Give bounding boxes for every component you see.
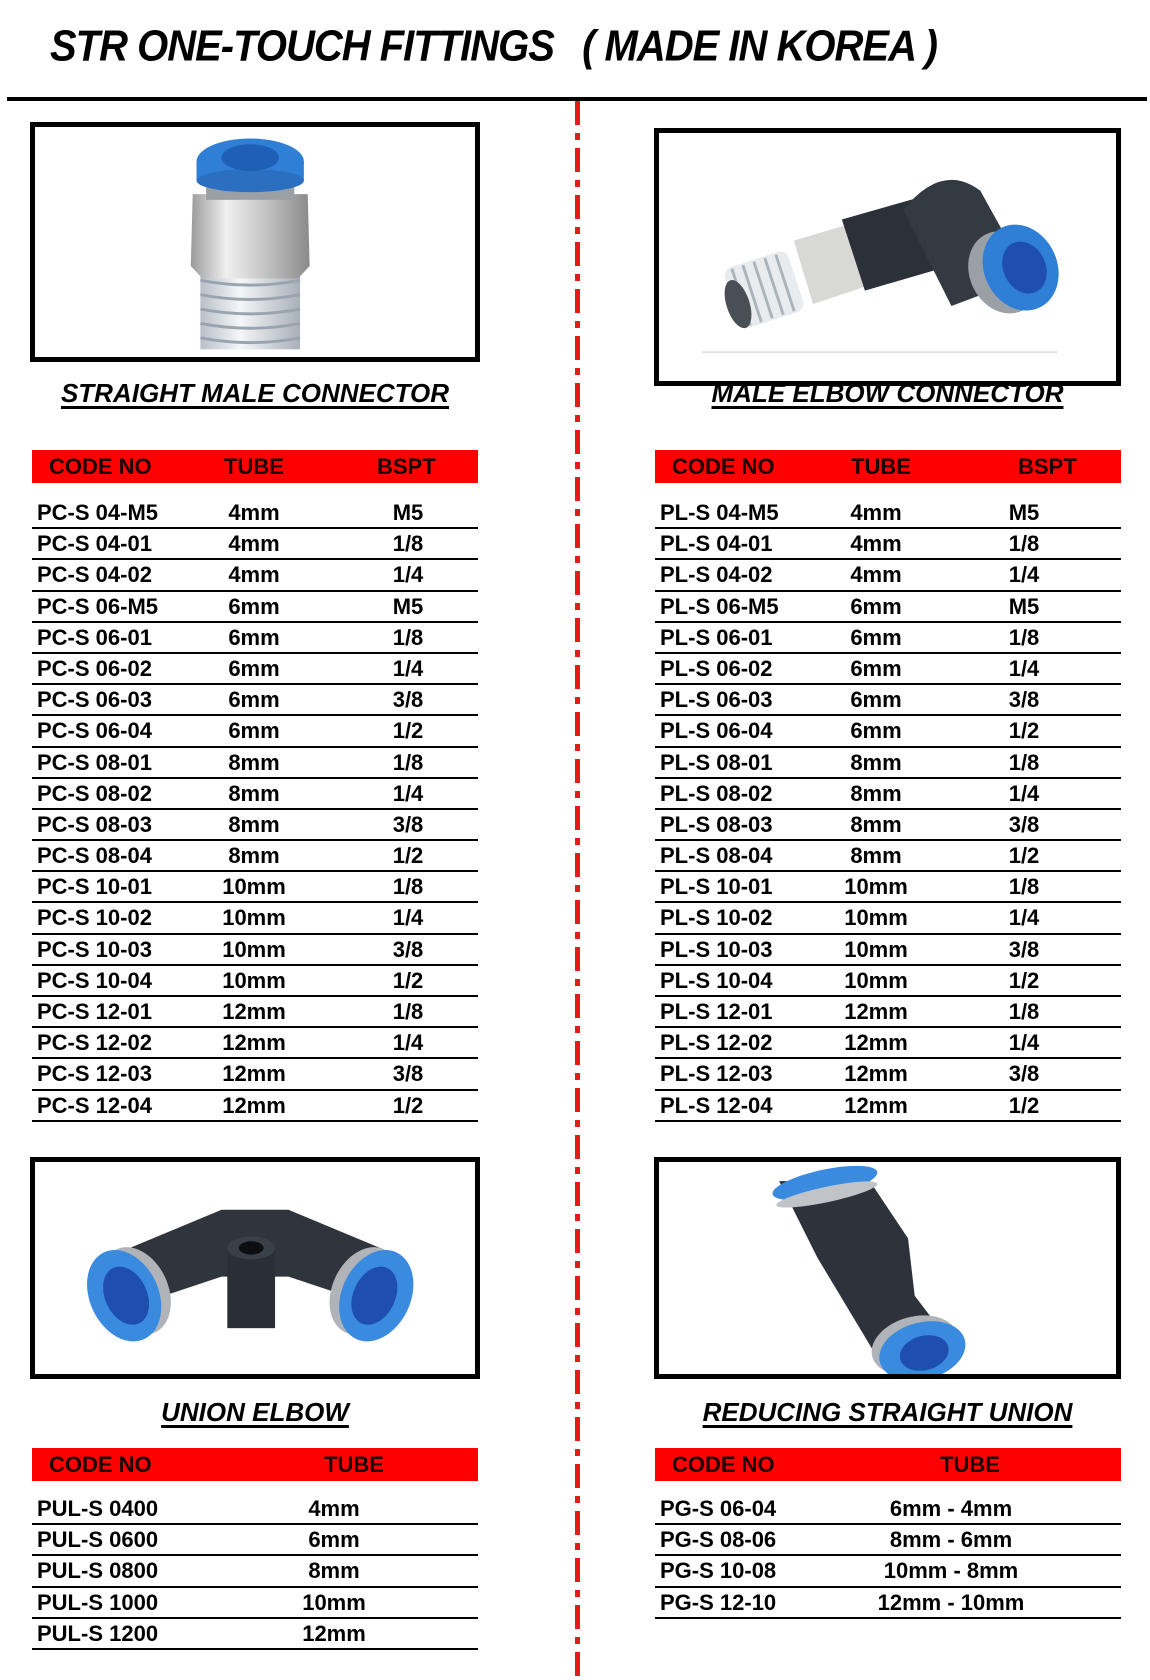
table-row <box>32 529 478 560</box>
bspt-cell: 1/8 <box>1008 874 1040 900</box>
bspt-cell: 1/4 <box>392 905 424 931</box>
bspt-cell: 1/8 <box>392 531 424 557</box>
code-cell: PL-S 08-04 <box>660 843 773 869</box>
tube-cell: 12mm <box>222 999 286 1024</box>
tube-cell: 10mm - 8mm <box>883 1558 1019 1584</box>
tube-cell: 10mm <box>844 936 908 962</box>
tube-cell: 4mm <box>228 500 280 525</box>
tube-cell: 12mm <box>222 1061 286 1087</box>
table-row <box>32 560 478 591</box>
table-row <box>655 903 1121 934</box>
tube-cell: 12mm <box>844 999 908 1024</box>
header-tube: TUBE <box>851 454 911 479</box>
tube-cell: 6mm <box>850 624 902 650</box>
tube-cell: 6mm <box>228 655 280 681</box>
union-elbow-icon <box>35 1162 475 1374</box>
code-cell: PC-S 10-04 <box>37 967 152 993</box>
tube-cell: 12mm <box>222 1030 286 1056</box>
table-row <box>32 623 478 654</box>
tube-cell: 6mm <box>850 687 902 713</box>
bspt-cell: 1/8 <box>392 749 424 775</box>
table-row <box>32 1494 478 1525</box>
tube-cell: 8mm <box>850 811 902 837</box>
tube-cell: 8mm <box>850 780 902 806</box>
table-row <box>655 935 1121 966</box>
code-cell: PL-S 12-03 <box>660 1061 773 1087</box>
table-row <box>32 810 478 841</box>
table-row <box>32 935 478 966</box>
tube-cell: 12mm <box>844 1030 908 1056</box>
tube-cell: 12mm <box>222 1092 286 1118</box>
code-cell: PC-S 08-04 <box>37 843 152 869</box>
title-origin: ( MADE IN KOREA ) <box>582 22 937 71</box>
code-cell: PC-S 12-02 <box>37 1030 152 1056</box>
code-cell: PC-S 12-04 <box>37 1092 152 1118</box>
header-bspt: BSPT <box>1018 454 1077 479</box>
code-cell: PC-S 06-M5 <box>37 593 159 619</box>
bspt-cell: 1/8 <box>392 874 424 900</box>
column-divider <box>575 101 580 1680</box>
table-header-straight-male <box>32 450 478 483</box>
code-cell: PC-S 04-02 <box>37 562 152 588</box>
tube-cell: 6mm <box>850 593 902 619</box>
code-cell: PUL-S 1200 <box>37 1620 159 1646</box>
table-header-male-elbow <box>655 450 1121 483</box>
tube-cell: 12mm <box>844 1061 908 1087</box>
table-row <box>655 997 1121 1028</box>
bspt-cell: 1/8 <box>392 999 424 1024</box>
code-cell: PC-S 04-01 <box>37 531 152 557</box>
tube-cell: 8mm <box>228 843 280 869</box>
code-cell: PL-S 10-02 <box>660 905 773 931</box>
table-row <box>655 560 1121 591</box>
table-row <box>655 1525 1121 1556</box>
bspt-cell: 1/4 <box>1008 655 1040 681</box>
table-row <box>32 1028 478 1059</box>
code-cell: PC-S 12-03 <box>37 1061 152 1087</box>
code-cell: PL-S 06-02 <box>660 655 773 681</box>
table-row <box>655 529 1121 560</box>
tube-cell: 10mm <box>844 874 908 900</box>
code-cell: PL-S 06-01 <box>660 624 773 650</box>
table-row <box>655 1028 1121 1059</box>
table-row <box>655 779 1121 810</box>
code-cell: PC-S 10-03 <box>37 936 152 962</box>
table-row <box>655 498 1121 529</box>
code-cell: PC-S 06-02 <box>37 655 152 681</box>
code-cell: PL-S 10-01 <box>660 874 773 900</box>
table-row <box>655 592 1121 623</box>
table-row <box>655 841 1121 872</box>
table-row <box>655 654 1121 685</box>
tube-cell: 8mm <box>228 811 280 837</box>
tube-cell: 12mm <box>302 1620 366 1646</box>
page-title <box>50 22 937 72</box>
title-prefix: STR <box>50 22 127 71</box>
bspt-cell: 1/2 <box>1008 967 1040 993</box>
code-cell: PUL-S 1000 <box>37 1589 159 1615</box>
tube-cell: 4mm <box>228 531 280 557</box>
code-cell: PC-S 06-04 <box>37 718 152 744</box>
bspt-cell: 1/8 <box>1008 624 1040 650</box>
table-row <box>32 1588 478 1619</box>
tube-cell: 8mm - 6mm <box>889 1527 1013 1553</box>
table-row <box>32 779 478 810</box>
tube-cell: 6mm <box>228 593 280 619</box>
tube-cell: 6mm <box>228 624 280 650</box>
tube-cell: 4mm <box>850 531 902 557</box>
table-row <box>655 810 1121 841</box>
code-cell: PG-S 08-06 <box>660 1527 777 1553</box>
code-cell: PC-S 08-03 <box>37 811 152 837</box>
straight-male-connector-icon <box>35 127 475 357</box>
tube-cell: 10mm <box>222 936 286 962</box>
code-cell: PC-S 06-01 <box>37 624 152 650</box>
table-row <box>655 966 1121 997</box>
code-cell: PC-S 04-M5 <box>37 500 159 525</box>
tube-cell: 6mm - 4mm <box>889 1496 1013 1521</box>
bspt-cell: 1/2 <box>1008 1092 1040 1118</box>
code-cell: PL-S 06-03 <box>660 687 773 713</box>
tube-cell: 4mm <box>228 562 280 588</box>
bspt-cell: 3/8 <box>392 936 424 962</box>
table-row <box>32 1525 478 1556</box>
table-row <box>32 872 478 903</box>
table-row <box>655 716 1121 747</box>
table-row <box>655 1091 1121 1122</box>
code-cell: PL-S 06-04 <box>660 718 773 744</box>
table-row <box>32 966 478 997</box>
tube-cell: 10mm <box>844 967 908 993</box>
table-header-reducing-union <box>655 1448 1121 1481</box>
header-tube: TUBE <box>324 1452 384 1477</box>
table-row <box>32 1059 478 1090</box>
tube-cell: 6mm <box>850 655 902 681</box>
header-code: CODE NO <box>49 1452 152 1477</box>
tube-cell: 6mm <box>228 718 280 744</box>
table-row <box>655 1059 1121 1090</box>
table-row <box>32 1091 478 1122</box>
table-straight-male <box>32 498 478 1122</box>
bspt-cell: 1/4 <box>1008 780 1040 806</box>
table-row <box>32 748 478 779</box>
table-row <box>32 1556 478 1587</box>
table-union-elbow <box>32 1494 478 1650</box>
bspt-cell: 3/8 <box>392 687 424 713</box>
header-code: CODE NO <box>672 454 775 479</box>
code-cell: PC-S 12-01 <box>37 999 152 1024</box>
header-bspt: BSPT <box>377 454 436 479</box>
code-cell: PL-S 04-M5 <box>660 500 779 525</box>
code-cell: PUL-S 0800 <box>37 1558 159 1584</box>
straight-male-connector-image <box>30 122 480 362</box>
code-cell: PL-S 10-04 <box>660 967 773 993</box>
section-title-union-elbow: UNION ELBOW <box>161 1397 349 1427</box>
bspt-cell: 1/2 <box>392 967 424 993</box>
bspt-cell: 3/8 <box>1008 687 1040 713</box>
tube-cell: 8mm <box>850 749 902 775</box>
bspt-cell: 1/4 <box>392 1030 424 1056</box>
table-male-elbow <box>655 498 1121 1122</box>
table-row <box>32 1619 478 1650</box>
code-cell: PG-S 06-04 <box>660 1496 777 1521</box>
tube-cell: 12mm - 10mm <box>877 1589 1025 1615</box>
bspt-cell: 1/4 <box>1008 1030 1040 1056</box>
table-row <box>655 1588 1121 1619</box>
tube-cell: 8mm <box>850 843 902 869</box>
table-row <box>655 748 1121 779</box>
bspt-cell: 1/2 <box>1008 843 1040 869</box>
bspt-cell: M5 <box>1008 593 1040 619</box>
bspt-cell: 3/8 <box>1008 936 1040 962</box>
table-row <box>32 841 478 872</box>
table-row <box>32 654 478 685</box>
male-elbow-connector-image <box>654 128 1121 386</box>
header-tube: TUBE <box>940 1452 1000 1477</box>
code-cell: PL-S 12-04 <box>660 1092 773 1118</box>
code-cell: PL-S 12-01 <box>660 999 773 1024</box>
tube-cell: 4mm <box>308 1496 360 1521</box>
bspt-cell: 3/8 <box>392 811 424 837</box>
reducing-straight-union-icon <box>659 1162 1116 1374</box>
section-title-straight-male: STRAIGHT MALE CONNECTOR <box>60 378 450 408</box>
bspt-cell: 1/2 <box>392 1092 424 1118</box>
code-cell: PL-S 06-M5 <box>660 593 779 619</box>
tube-cell: 8mm <box>228 749 280 775</box>
bspt-cell: 1/2 <box>392 843 424 869</box>
tube-cell: 4mm <box>850 562 902 588</box>
bspt-cell: 1/4 <box>1008 562 1040 588</box>
tube-cell: 8mm <box>228 780 280 806</box>
header-code: CODE NO <box>672 1452 775 1477</box>
tube-cell: 10mm <box>222 874 286 900</box>
tube-cell: 10mm <box>302 1589 366 1615</box>
tube-cell: 10mm <box>222 967 286 993</box>
code-cell: PL-S 04-02 <box>660 562 773 588</box>
bspt-cell: 1/4 <box>392 562 424 588</box>
code-cell: PG-S 10-08 <box>660 1558 777 1584</box>
code-cell: PC-S 10-01 <box>37 874 152 900</box>
tube-cell: 10mm <box>844 905 908 931</box>
code-cell: PL-S 08-01 <box>660 749 773 775</box>
bspt-cell: 1/8 <box>1008 749 1040 775</box>
code-cell: PUL-S 0400 <box>37 1496 159 1521</box>
bspt-cell: 3/8 <box>1008 811 1040 837</box>
tube-cell: 4mm <box>850 500 902 525</box>
title-main: ONE-TOUCH FITTINGS <box>137 22 554 71</box>
code-cell: PC-S 10-02 <box>37 905 152 931</box>
code-cell: PUL-S 0600 <box>37 1527 159 1553</box>
tube-cell: 6mm <box>228 687 280 713</box>
bspt-cell: M5 <box>392 593 424 619</box>
union-elbow-image <box>30 1157 480 1379</box>
code-cell: PC-S 06-03 <box>37 687 152 713</box>
tube-cell: 12mm <box>844 1092 908 1118</box>
code-cell: PG-S 12-10 <box>660 1589 777 1615</box>
bspt-cell: 1/8 <box>1008 531 1040 557</box>
table-reducing-union <box>655 1494 1121 1619</box>
bspt-cell: 1/8 <box>392 624 424 650</box>
table-row <box>655 685 1121 716</box>
code-cell: PL-S 08-02 <box>660 780 773 806</box>
table-row <box>32 498 478 529</box>
bspt-cell: 1/4 <box>392 780 424 806</box>
reducing-straight-union-image <box>654 1157 1121 1379</box>
bspt-cell: 1/2 <box>1008 718 1040 744</box>
code-cell: PL-S 08-03 <box>660 811 773 837</box>
table-header-union-elbow <box>32 1448 478 1481</box>
tube-cell: 10mm <box>222 905 286 931</box>
tube-cell: 6mm <box>850 718 902 744</box>
table-row <box>32 592 478 623</box>
table-row <box>32 716 478 747</box>
table-row <box>655 872 1121 903</box>
table-row <box>655 1556 1121 1587</box>
table-row <box>655 623 1121 654</box>
bspt-cell: M5 <box>392 500 424 525</box>
bspt-cell: M5 <box>1008 500 1040 525</box>
code-cell: PL-S 12-02 <box>660 1030 773 1056</box>
code-cell: PL-S 10-03 <box>660 936 773 962</box>
section-title-male-elbow: MALE ELBOW CONNECTOR <box>711 378 1064 408</box>
table-row <box>655 1494 1121 1525</box>
bspt-cell: 3/8 <box>1008 1061 1040 1087</box>
male-elbow-connector-icon <box>659 133 1116 381</box>
bspt-cell: 1/2 <box>392 718 424 744</box>
code-cell: PC-S 08-01 <box>37 749 152 775</box>
bspt-cell: 1/4 <box>392 655 424 681</box>
bspt-cell: 3/8 <box>392 1061 424 1087</box>
bspt-cell: 1/8 <box>1008 999 1040 1024</box>
bspt-cell: 1/4 <box>1008 905 1040 931</box>
table-row <box>32 685 478 716</box>
section-title-reducing-union: REDUCING STRAIGHT UNION <box>702 1397 1073 1427</box>
code-cell: PC-S 08-02 <box>37 780 152 806</box>
tube-cell: 8mm <box>308 1558 360 1584</box>
table-row <box>32 903 478 934</box>
header-code: CODE NO <box>49 454 152 479</box>
tube-cell: 6mm <box>308 1527 360 1553</box>
header-tube: TUBE <box>224 454 284 479</box>
code-cell: PL-S 04-01 <box>660 531 773 557</box>
table-row <box>32 997 478 1028</box>
